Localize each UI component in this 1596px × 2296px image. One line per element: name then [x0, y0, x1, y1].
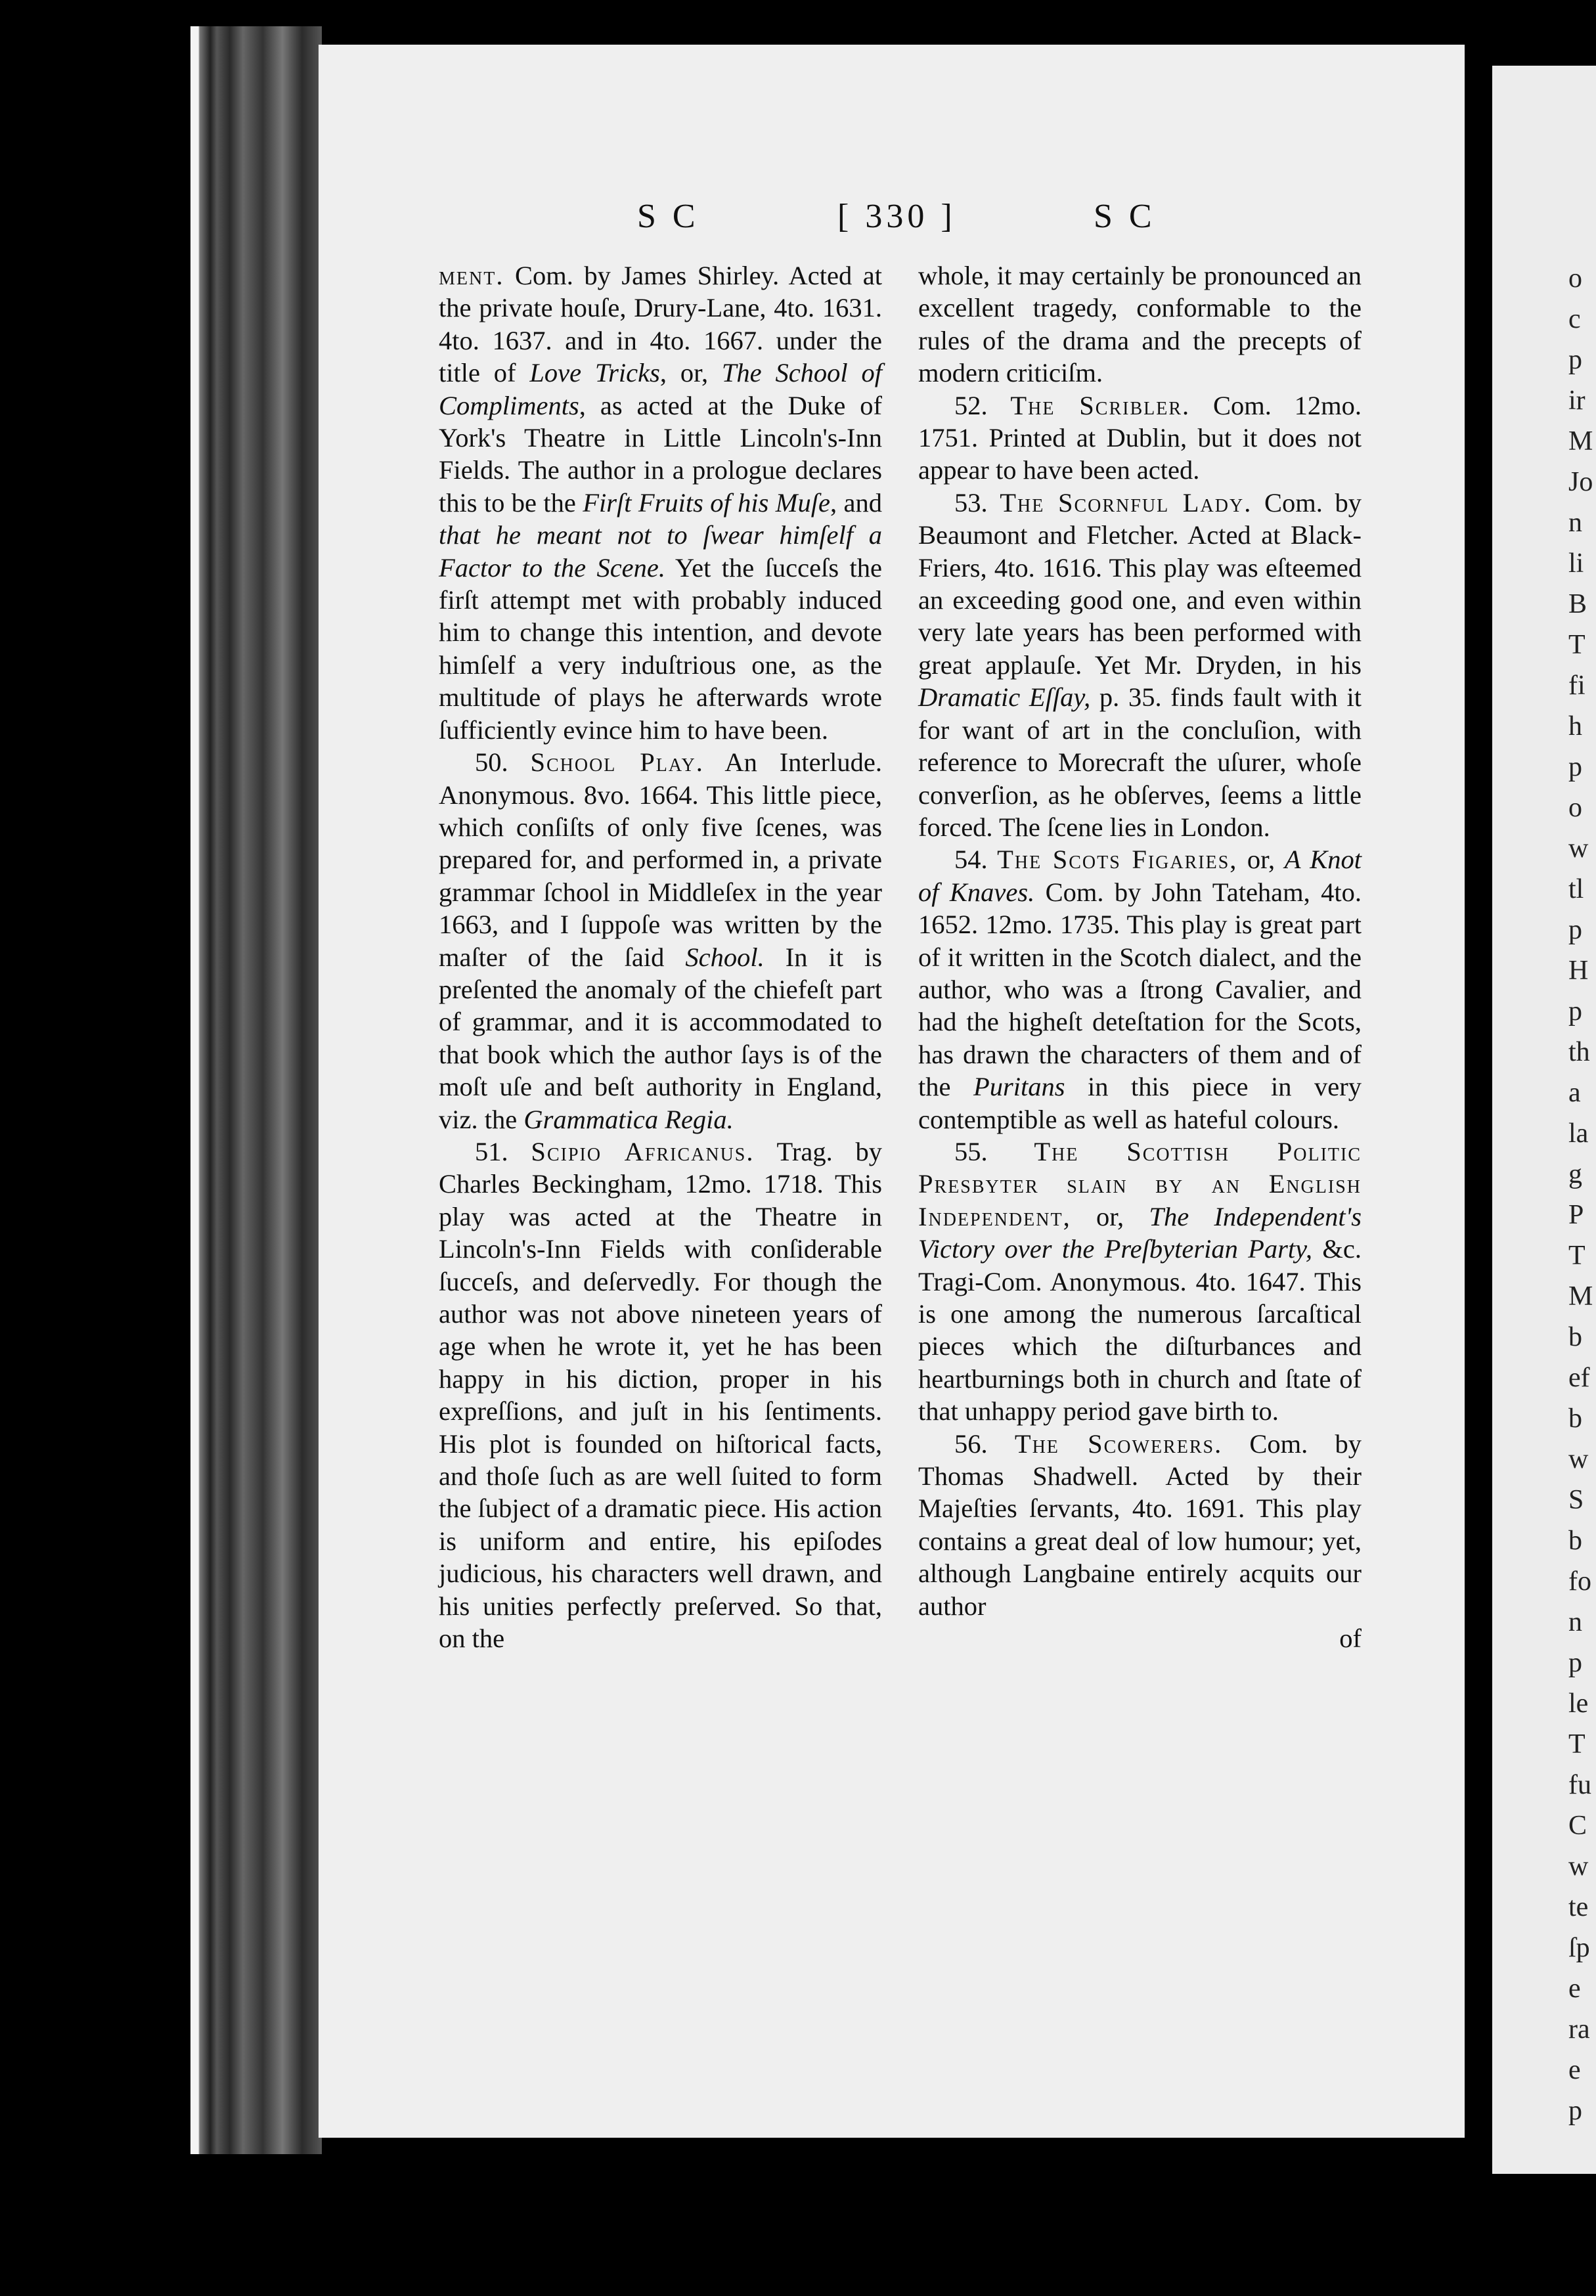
facing-page-letter: p — [1568, 752, 1582, 782]
right-column — [918, 259, 1362, 1654]
entry-55: 55. The Scottish Politic Presbyter slain by an English Independent, or, The Independent's Victory over the Preſbyterian Party, &c. Tragi-Com. Anonymous. 4to. 1647. This is one among the numerous ſarcaſtical pieces which the diſturbances and heartburnings both in church and ſtate of that unhappy period gave birth to. — [918, 1136, 1362, 1426]
facing-page-letter: fi — [1568, 671, 1585, 701]
facing-page-letter: a — [1568, 1078, 1581, 1108]
facing-page-letter: B — [1568, 589, 1587, 619]
facing-page-letter: P — [1568, 1200, 1584, 1230]
facing-page-letter: M — [1568, 426, 1593, 456]
facing-page-letter: C — [1568, 1811, 1587, 1841]
facing-page-letter: li — [1568, 548, 1584, 579]
facing-page-letter: M — [1568, 1281, 1593, 1312]
entry-52: 52. The Scribler. Com. 12mo. 1751. Printed at Dublin, but it does not appear to have been acted. — [918, 390, 1362, 485]
facing-page-letter: ef — [1568, 1363, 1590, 1393]
facing-page-letter: ra — [1568, 2014, 1590, 2044]
left-column — [439, 259, 882, 1654]
facing-page-letter: ir — [1568, 386, 1585, 416]
facing-page-letter: h — [1568, 711, 1582, 741]
facing-page-letter: S — [1568, 1485, 1584, 1515]
facing-page-letter: T — [1568, 630, 1585, 660]
facing-page-letter: p — [1568, 1648, 1582, 1678]
catchword: of — [1339, 1623, 1362, 1654]
facing-page-letter: e — [1568, 1974, 1581, 2004]
running-head-left: S C — [637, 198, 699, 235]
facing-page-letter: w — [1568, 1851, 1589, 1882]
entry-continuation: whole, it may certainly be pronounced an excellent tragedy, conformable to the rules of the drama and the precepts of modern criticiſm. — [918, 261, 1362, 388]
facing-page-letter: w — [1568, 833, 1589, 864]
facing-page-letter: w — [1568, 1444, 1589, 1474]
facing-page-letter: te — [1568, 1892, 1589, 1922]
facing-page-letter: e — [1568, 2055, 1581, 2085]
facing-page-letter: p — [1568, 345, 1582, 375]
facing-page-letter: n — [1568, 508, 1582, 538]
facing-page-letter: la — [1568, 1118, 1589, 1149]
book-page-edges — [190, 26, 322, 2154]
facing-page-letter: tl — [1568, 874, 1584, 904]
page-number: [ 330 ] — [837, 198, 956, 235]
facing-page-letter: T — [1568, 1241, 1585, 1271]
facing-page-letter: n — [1568, 1607, 1582, 1637]
entry-51: 51. Scipio Africanus. Trag. by Charles Beckingham, 12mo. 1718. This play was acted at the Theatre in Lincoln's-Inn Fields with conſiderable ſucceſs, and deſervedly. For though the author was not above nineteen years of age when he wrote it, yet he has been happy in his diction, proper in his expreſſions, and juſt in his ſentiments. His plot is founded on hiſtorical facts, and thoſe ſuch as are well ſuited to form the ſubject of a dramatic piece. His action is uniform and entire, his epiſodes judicious, his characters well drawn, and his unities perfectly preſerved. So that, on the — [439, 1136, 882, 1654]
facing-page-letter: fu — [1568, 1770, 1591, 1800]
facing-page-letter: th — [1568, 1037, 1590, 1067]
facing-page-letter: le — [1568, 1689, 1589, 1719]
facing-page-letter: H — [1568, 956, 1589, 986]
facing-page-letter: o — [1568, 793, 1582, 823]
facing-page-letter: p — [1568, 915, 1582, 945]
facing-page-letter: p — [1568, 996, 1582, 1027]
facing-page-letter: c — [1568, 304, 1581, 334]
facing-page-letter: Jo — [1568, 467, 1593, 497]
facing-page-letter: g — [1568, 1159, 1582, 1189]
running-head-right: S C — [1094, 198, 1156, 235]
facing-page-letter: p — [1568, 2096, 1582, 2126]
facing-page-letter: o — [1568, 263, 1582, 294]
facing-page-letter: T — [1568, 1729, 1585, 1759]
facing-page-fragment — [1492, 66, 1596, 2174]
facing-page-letter: b — [1568, 1403, 1582, 1434]
entry-continuation: ment. Com. by James Shirley. Acted at the private houſe, Drury-Lane, 4to. 1631. 4to. 1637. and in 4to. 1667. under the title of Love Tricks, or, The School of Compliments, as acted at the Duke of York's Theatre in Little Lincoln's-Inn Fields. The author in a prologue declares this to be the Firſt Fruits of his Muſe, and that he meant not to ſwear himſelf a Factor to the Scene. Yet the ſucceſs the firſt attempt met with probably induced him to change this intention, and devote himſelf a very induſtrious one, as the multitude of plays he afterwards wrote ſufficiently evince him to have been. — [439, 261, 882, 745]
entry-56: 56. The Scowerers. Com. by Thomas Shadwell. Acted by their Majeſties ſervants, 4to. 1691. This play contains a great deal of low humour; yet, although Langbaine entirely acquits our author — [918, 1428, 1362, 1621]
entry-50: 50. School Play. An Interlude. Anonymous. 8vo. 1664. This little piece, which conſiſts of only five ſcenes, was prepared for, and performed in, a private grammar ſchool in Middleſex in the year 1663, and I ſuppoſe was written by the maſter of the ſaid School. In it is preſented the anomaly of the chiefeſt part of grammar, and it is accommodated to that book which the author ſays is of the moſt uſe and beſt authority in England, viz. the Grammatica Regia. — [439, 747, 882, 1134]
facing-page-letter: fo — [1568, 1566, 1591, 1597]
entry-54: 54. The Scots Figaries, or, A Knot of Knaves. Com. by John Tateham, 4to. 1652. 12mo. 1735. This play is great part of it written in the Scotch dialect, and the author, who was a ſtrong Cavalier, and had the higheſt deteſtation for the Scots, has drawn the characters of them and of the Puritans in this piece in very contemptible as well as hateful colours. — [918, 845, 1362, 1134]
facing-page-letter: ſp — [1568, 1933, 1590, 1963]
entry-53: 53. The Scornful Lady. Com. by Beaumont and Fletcher. Acted at Black-Friers, 4to. 1616. This play was eſteemed an exceeding good one, and even within very late years has been performed with great applauſe. Yet Mr. Dryden, in his Dramatic Eſſay, p. 35. finds fault with it for want of art in the concluſion, with reference to Morecraft the uſurer, whoſe converſion, as he obſerves, ſeems a little forced. The ſcene lies in London. — [918, 487, 1362, 842]
facing-page-letter: b — [1568, 1322, 1582, 1352]
facing-page-letter: b — [1568, 1526, 1582, 1556]
